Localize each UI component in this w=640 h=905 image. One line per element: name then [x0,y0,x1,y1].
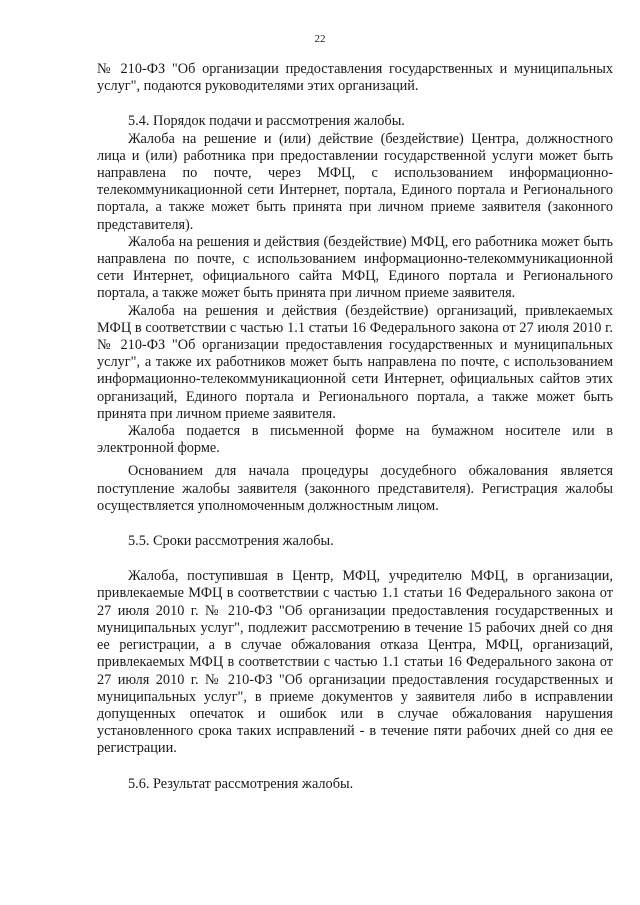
page-number: 22 [314,33,326,45]
paragraph-complaint-center: Жалоба на решение и (или) действие (бездействие) Центра, должностного лица и (или) работника при предоставлении государственной услуги может быть направлена по почте, через МФЦ, с использованием информационно-телекоммуникационной сети Интернет, портала, Единого портала и Регионального портала, а также может быть принята при личном приеме заявителя (законного представителя). [97,130,613,233]
paragraph-complaint-registration: Основанием для начала процедуры досудебного обжалования является поступление жалобы заявителя (законного представителя). Регистрация жалобы осуществляется уполномоченным должностным лицом. [97,463,613,514]
document-body [97,61,613,793]
section-heading-5-6: 5.6. Результат рассмотрения жалобы. [128,775,354,792]
section-heading-5-4: 5.4. Порядок подачи и рассмотрения жалобы. [128,113,405,130]
paragraph-complaint-mfc: Жалоба на решения и действия (бездействие) МФЦ, его работника может быть направлена по почте, с использованием информационно-телекоммуникационной сети Интернет, официального сайта МФЦ, Единого портала и Регионального портала, а также может быть принята при личном приеме заявителя. [97,233,613,302]
paragraph-review-terms: Жалоба, поступившая в Центр, МФЦ, учредителю МФЦ, в организации, привлекаемые МФЦ в соответствии с частью 1.1 статьи 16 Федерального закона от 27 июля 2010 г. № 210-ФЗ "Об организации предоставления государственных и муниципальных услуг", подлежит рассмотрению в течение 15 рабочих дней со дня ее регистрации, а в случае обжалования отказа Центра, МФЦ, организаций, привлекаемых МФЦ в соответствии с частью 1.1 статьи 16 Федерального закона от 27 июля 2010 г. № 210-ФЗ "Об организации предоставления государственных и муниципальных услуг", в приеме документов у заявителя либо в исправлении допущенных опечаток и ошибок или в случае обжалования нарушения установленного срока таких исправлений - в течение пяти рабочих дней со дня ее регистрации. [97,568,613,757]
section-heading-5-5: 5.5. Сроки рассмотрения жалобы. [128,533,334,550]
paragraph-complaint-form: Жалоба подается в письменной форме на бумажном носителе или в электронной форме. [97,423,613,457]
paragraph-complaint-organizations: Жалоба на решения и действия (бездействие) организаций, привлекаемых МФЦ в соответствии с частью 1.1 статьи 16 Федерального закона от 27 июля 2010 г. № 210-ФЗ "Об организации предоставления государственных и муниципальных услуг", а также их работников может быть направлена по почте, с использованием информационно-телекоммуникационной сети Интернет, официальных сайтов этих организаций, Единого портала и Регионального портала, а также может быть принята при личном приеме заявителя. [97,302,613,422]
paragraph-continuation: № 210-ФЗ "Об организации предоставления государственных и муниципальных услуг", подаются руководителями этих организаций. [97,61,613,95]
